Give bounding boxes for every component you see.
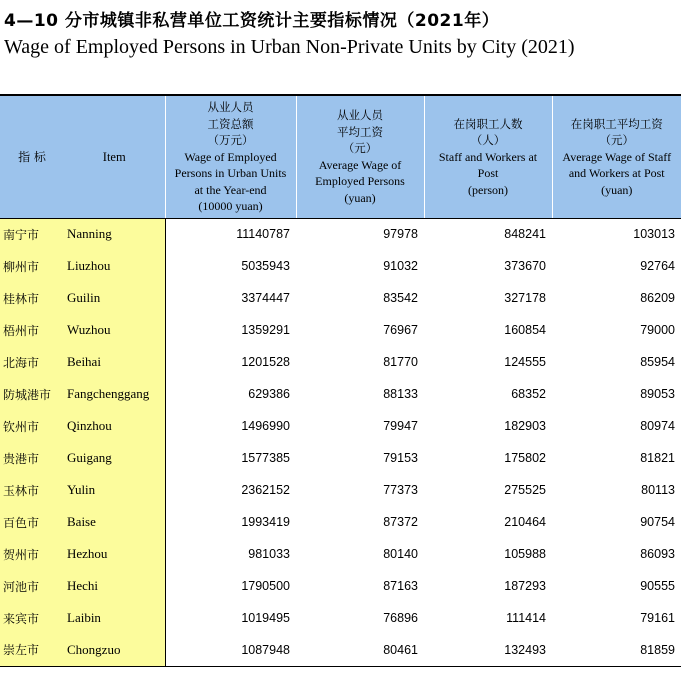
- staff-count-cell: 175802: [504, 451, 546, 465]
- staff-count-cell: 373670: [504, 259, 546, 273]
- header-staff-count-cn-1: 在岗职工人数: [453, 116, 523, 131]
- table-row: [0, 250, 681, 282]
- staff-count-cell: 111414: [506, 611, 546, 625]
- header-average-wage-en-1: Average Wage of: [318, 157, 402, 172]
- total-wage-cell: 5035943: [241, 259, 290, 273]
- city-name-chinese: 柳州市: [0, 250, 64, 282]
- staff-average-wage-cell: 90754: [640, 515, 675, 529]
- city-name-chinese: 玉林市: [0, 474, 64, 506]
- table-row: [0, 634, 681, 666]
- city-name-chinese: 南宁市: [0, 218, 64, 250]
- header-staff-average-wage-en-2: and Workers at Post: [568, 166, 665, 180]
- average-wage-cell: 80140: [383, 547, 418, 561]
- total-wage-cell: 981033: [248, 547, 290, 561]
- total-wage-cell: 1019495: [241, 611, 290, 625]
- table-row: [0, 314, 681, 346]
- average-wage-cell: 77373: [383, 483, 418, 497]
- header-staff-average-wage-cn-1: 在岗职工平均工资: [570, 116, 663, 131]
- city-name-english: Fangchenggang: [64, 378, 165, 410]
- staff-average-wage-cell: 103013: [633, 227, 675, 242]
- city-name-chinese: 崇左市: [0, 634, 64, 666]
- header-average-wage-cn-1: 从业人员: [337, 108, 383, 123]
- average-wage-cell: 79153: [383, 451, 418, 465]
- header-staff-average-wage-cn-2: （元）: [599, 133, 634, 147]
- average-wage-cell: 80461: [296, 634, 424, 666]
- city-name-english: Guigang: [64, 442, 165, 474]
- city-name-english: Liuzhou: [64, 250, 165, 282]
- staff-count-cell: 182903: [504, 419, 546, 433]
- header-total-wage-cn-3: （万元）: [207, 133, 254, 147]
- total-wage-cell: 1496990: [241, 419, 290, 433]
- city-name-english: Hezhou: [64, 538, 165, 570]
- staff-count-cell: 187293: [504, 579, 546, 593]
- staff-average-wage-cell: 89053: [640, 387, 675, 401]
- header-average-wage-cn-3: （元）: [342, 141, 378, 156]
- table-row: [0, 474, 681, 506]
- average-wage-cell: 83542: [383, 291, 418, 305]
- table-row: [0, 378, 681, 410]
- staff-average-wage-cell: 92764: [640, 259, 675, 273]
- total-wage-cell: 1201528: [241, 355, 290, 369]
- header-item-english: Item: [64, 95, 165, 218]
- city-name-english: Guilin: [64, 282, 165, 314]
- city-name-chinese: 百色市: [0, 506, 64, 538]
- header-staff-average-wage-en-3: (yuan): [601, 182, 633, 197]
- staff-average-wage-cell: 79000: [640, 323, 675, 337]
- city-name-english: Qinzhou: [64, 410, 165, 442]
- staff-count-cell: 210464: [504, 515, 546, 529]
- header-average-wage-en-2: Employed Persons: [315, 174, 405, 189]
- total-wage-cell: 3374447: [241, 291, 290, 305]
- table-row: [0, 506, 681, 538]
- table-row: [0, 442, 681, 474]
- wage-statistics-table: [0, 94, 681, 667]
- header-total-wage-en-4: (10000 yuan): [198, 199, 263, 213]
- staff-count-cell: 327178: [504, 291, 546, 305]
- average-wage-cell: 88133: [383, 387, 418, 401]
- header-total-wage-en-2: Persons in Urban Units: [174, 166, 287, 180]
- city-name-english: Nanning: [64, 218, 165, 250]
- header-total-wage: [165, 95, 296, 218]
- staff-count-cell: 132493: [424, 634, 552, 666]
- table-row: [0, 282, 681, 314]
- average-wage-cell: 79947: [383, 419, 418, 433]
- city-name-chinese: 钦州市: [0, 410, 64, 442]
- city-name-english: Chongzuo: [64, 634, 165, 666]
- total-wage-cell: 2362152: [241, 483, 290, 497]
- table-row: [0, 570, 681, 602]
- average-wage-cell: 87372: [383, 515, 418, 529]
- header-staff-average-wage: [552, 95, 681, 218]
- table-title-chinese: 4—10 分市城镇非私营单位工资统计主要指标情况（2021年）: [4, 11, 500, 31]
- total-wage-cell: 11140787: [236, 227, 290, 242]
- average-wage-cell: 81770: [383, 355, 418, 369]
- staff-average-wage-cell: 80113: [641, 483, 675, 497]
- total-wage-cell: 1790500: [241, 579, 290, 593]
- header-total-wage-cn-2: 工资总额: [207, 116, 254, 131]
- table-row: [0, 538, 681, 570]
- header-staff-count-en-2: Post: [477, 166, 499, 180]
- staff-count-cell: 105988: [504, 547, 546, 561]
- staff-average-wage-cell: 80974: [640, 419, 675, 433]
- header-staff-average-wage-en-1: Average Wage of Staff: [562, 149, 672, 164]
- total-wage-cell: 1577385: [241, 451, 290, 465]
- staff-count-cell: 124555: [504, 355, 546, 369]
- staff-average-wage-cell: 90555: [640, 579, 675, 593]
- average-wage-cell: 87163: [383, 579, 418, 593]
- header-average-wage-cn-2: 平均工资: [337, 124, 383, 139]
- average-wage-cell: 76896: [383, 611, 418, 625]
- table-row: [0, 346, 681, 378]
- city-name-chinese: 北海市: [0, 346, 64, 378]
- header-staff-count: [424, 95, 552, 218]
- staff-average-wage-cell: 86209: [640, 291, 675, 305]
- city-name-english: Wuzhou: [64, 314, 165, 346]
- staff-average-wage-cell: 79161: [640, 611, 675, 625]
- average-wage-cell: 76967: [383, 323, 418, 337]
- staff-count-cell: 68352: [511, 387, 546, 401]
- header-item-chinese: 指 标: [0, 95, 64, 218]
- staff-average-wage-cell: 86093: [640, 547, 675, 561]
- table-row: [0, 410, 681, 442]
- total-wage-cell: 1087948: [165, 634, 296, 666]
- city-name-english: Yulin: [64, 474, 165, 506]
- header-staff-count-en-3: (person): [468, 182, 508, 197]
- staff-average-wage-cell: 85954: [640, 355, 675, 369]
- city-name-english: Laibin: [64, 602, 165, 634]
- header-staff-count-en-1: Staff and Workers at: [438, 149, 538, 164]
- staff-count-cell: 848241: [504, 227, 546, 242]
- table-row: [0, 602, 681, 634]
- header-total-wage-en-1: Wage of Employed: [184, 149, 277, 164]
- table-row: [0, 218, 681, 250]
- average-wage-cell: 97978: [383, 227, 418, 242]
- city-name-chinese: 桂林市: [0, 282, 64, 314]
- total-wage-cell: 1993419: [241, 515, 290, 529]
- staff-count-cell: 160854: [504, 323, 546, 337]
- total-wage-cell: 629386: [248, 387, 290, 401]
- city-name-chinese: 贵港市: [0, 442, 64, 474]
- city-name-english: Hechi: [64, 570, 165, 602]
- staff-average-wage-cell: 81821: [640, 451, 675, 465]
- average-wage-cell: 91032: [383, 259, 418, 273]
- staff-count-cell: 275525: [504, 483, 546, 497]
- city-name-chinese: 防城港市: [0, 378, 64, 410]
- table-title-english: Wage of Employed Persons in Urban Non-Private Units by City (2021): [4, 36, 575, 58]
- city-name-english: Baise: [64, 506, 165, 538]
- city-name-chinese: 河池市: [0, 570, 64, 602]
- header-total-wage-en-3: at the Year-end: [194, 182, 267, 197]
- city-name-chinese: 梧州市: [0, 314, 64, 346]
- city-name-chinese: 来宾市: [0, 602, 64, 634]
- header-average-wage-en-3: (yuan): [344, 190, 376, 205]
- table-header-row: [0, 95, 681, 218]
- header-staff-count-cn-2: （人）: [470, 133, 506, 147]
- header-average-wage: [296, 95, 424, 218]
- staff-average-wage-cell: 81859: [552, 634, 681, 666]
- city-name-chinese: 贺州市: [0, 538, 64, 570]
- total-wage-cell: 1359291: [241, 323, 290, 337]
- header-total-wage-cn-1: 从业人员: [207, 100, 254, 114]
- city-name-english: Beihai: [64, 346, 165, 378]
